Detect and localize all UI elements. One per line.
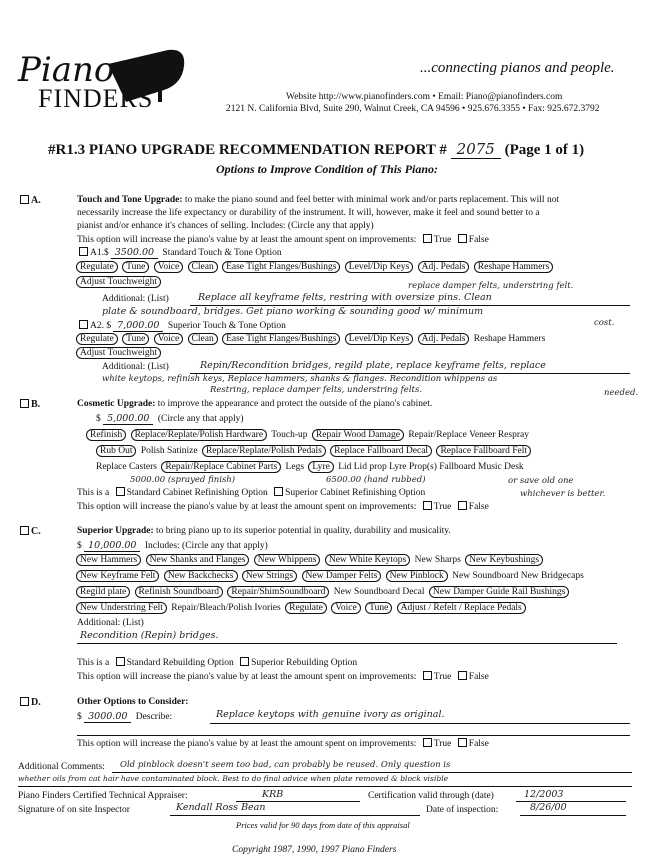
b-item-hardware[interactable]: Replace/Replate/Polish Hardware — [131, 429, 267, 441]
b-item-wood-damage[interactable]: Repair Wood Damage — [312, 429, 404, 441]
section-d-describe-label: Describe: — [135, 712, 173, 722]
section-c-line-2 — [76, 571, 586, 581]
comments-line-2: whether oils from cat hair have contaminated block. Best to do final advice when plate removed & block visible — [18, 774, 449, 783]
c-item-tune[interactable]: Tune — [365, 602, 392, 614]
section-b-desc-text: to improve the appearance and protect the outside of the piano's cabinet. — [157, 399, 433, 409]
cert-date: 12/2003 — [524, 789, 564, 800]
section-c-amount: 10,000.00 — [84, 540, 140, 552]
a1-item-level-keys[interactable]: Level/Dip Keys — [345, 261, 413, 273]
c-item-regulate[interactable]: Regulate — [285, 602, 327, 614]
c-item-strings[interactable]: New Strings — [242, 570, 297, 582]
a1-checkbox[interactable] — [79, 247, 88, 256]
a2-item-touchweight[interactable]: Adjust Touchweight — [76, 347, 161, 359]
a1-row — [77, 247, 284, 258]
a1-item-hammers[interactable]: Reshape Hammers — [474, 261, 554, 273]
c-item-shim-soundboard[interactable]: Repair/ShimSoundboard — [227, 586, 329, 598]
section-c-true-checkbox[interactable] — [423, 671, 432, 680]
c-item-hammers[interactable]: New Hammers — [76, 554, 141, 566]
a2-notes-1: Repin/Recondition bridges, regild plate, replace keyframe felts, replace — [200, 360, 546, 371]
comments-line-1: Old pinblock doesn't seem too bad, can probably be reused. Only question is — [120, 760, 451, 770]
a1-additional-label: Additional: (List) — [102, 294, 169, 304]
section-a-mark: A. — [18, 195, 41, 206]
section-c-line-1 — [76, 555, 545, 565]
b-item-polish[interactable]: Polish Satinize — [140, 446, 198, 456]
section-b-desc — [77, 399, 434, 409]
section-c-value-text: This option will increase the piano's value by at least the amount spent on improvements: — [77, 672, 417, 682]
a2-item-hammers[interactable]: Reshape Hammers — [473, 334, 546, 344]
a1-item-tune[interactable]: Tune — [122, 261, 149, 273]
b-note-5000: 5000.00 (sprayed finish) — [130, 475, 236, 485]
appraiser-value: KRB — [262, 789, 284, 800]
report-subtitle: Options to Improve Condition of This Piano: — [216, 162, 439, 176]
a2-item-tune[interactable]: Tune — [122, 333, 149, 345]
section-a-checkbox[interactable] — [20, 195, 29, 204]
logo-word-piano: Piano — [18, 50, 115, 90]
section-a-heading: Touch and Tone Upgrade: — [77, 195, 183, 205]
c-item-backchecks[interactable]: New Backchecks — [164, 570, 238, 582]
a1-item-pedals[interactable]: Adj. Pedals — [418, 261, 470, 273]
section-c-option-row — [77, 657, 359, 668]
b-superior-label: Superior Cabinet Refinishing Option — [285, 488, 426, 498]
b-item-fallboard-decal[interactable]: Replace Fallboard Decal — [330, 445, 432, 457]
section-b-false-label: False — [468, 502, 489, 512]
a1-notes-1: Replace all keyframe felts, restring with oversize pins. Clean — [198, 292, 492, 303]
section-c-false-label: False — [468, 672, 489, 682]
b-note-whichever: whichever is better. — [520, 489, 606, 499]
a1-label: A1.$ — [90, 248, 109, 258]
b-item-casters[interactable]: Replace Casters — [96, 462, 157, 472]
b-item-touchup[interactable]: Touch-up — [271, 430, 308, 440]
b-this-is-a: This is a — [77, 488, 110, 498]
comments-label: Additional Comments: — [18, 762, 105, 772]
inspector-signature: Kendall Ross Bean — [176, 802, 266, 813]
a2-notes-2: white keytops, refinish keys, Replace hammers, shanks & flanges. Recondition whippens as — [102, 374, 498, 384]
a2-item-pedals[interactable]: Adj. Pedals — [418, 333, 470, 345]
c-item-pedals[interactable]: Adjust / Refelt / Replace Pedals — [397, 602, 526, 614]
a2-item-clean[interactable]: Clean — [188, 333, 218, 345]
cert-label: Certification valid through (date) — [368, 791, 494, 801]
a2-item-flanges[interactable]: Ease Tight Flanges/Bushings — [222, 333, 340, 345]
section-d-false-checkbox[interactable] — [458, 738, 467, 747]
section-c-amount-row: $ 10,000.00 Includes: (Circle any that apply) — [77, 540, 268, 551]
section-a-desc-2: necessarily increase the life expectancy or durability of the instrument. It will, however, make it feel and sound better to a — [77, 208, 540, 218]
c-item-keybushings[interactable]: New Keybushings — [465, 554, 543, 566]
c-item-sharps[interactable]: New Sharps — [414, 555, 461, 565]
section-c-desc — [77, 526, 453, 536]
section-b-heading: Cosmetic Upgrade: — [77, 399, 156, 409]
contact-line-1: Website http://www.pianofinders.com • Email: Piano@pianofinders.com — [286, 92, 563, 102]
b-item-refinish[interactable]: Refinish — [86, 429, 126, 441]
section-d-amount-row: $ 3000.00 Describe: — [77, 711, 173, 722]
section-c-notes: Recondition (Repin) bridges. — [80, 630, 219, 641]
c-superior-label: Superior Rebuilding Option — [251, 658, 358, 668]
b-standard-label: Standard Cabinet Refinishing Option — [126, 488, 268, 498]
section-a-false-label: False — [468, 235, 489, 245]
a2-row — [77, 320, 288, 331]
c-item-damper-felts[interactable]: New Damper Felts — [302, 570, 382, 582]
a1-item-touchweight[interactable]: Adjust Touchweight — [76, 276, 161, 288]
section-d-notes-underline — [210, 723, 630, 724]
copyright: Copyright 1987, 1990, 1997 Piano Finders — [232, 845, 397, 855]
a2-notes-3: Restring, replace damper felts, understring felts. — [210, 385, 423, 395]
report-number: 2075 — [451, 140, 501, 159]
section-b-amount-row: $ 5,000.00 (Circle any that apply) — [96, 413, 244, 424]
section-c-true-label: True — [433, 672, 452, 682]
section-c-includes: Includes: (Circle any that apply) — [144, 541, 268, 551]
section-b-line-3 — [96, 462, 526, 472]
contact-line-2: 2121 N. California Blvd, Suite 290, Walnut Creek, CA 94596 • 925.676.3355 • Fax: 925.672.3792 — [226, 104, 600, 114]
section-d-true-label: True — [433, 739, 452, 749]
section-b-true-label: True — [433, 502, 452, 512]
section-c-notes-underline — [77, 643, 617, 644]
report-title-prefix: #R1.3 PIANO UPGRADE RECOMMENDATION REPORT # — [48, 142, 447, 158]
b-item-fallboard-felt[interactable]: Replace Fallboard Felt — [436, 445, 531, 457]
section-a-value-row — [77, 234, 491, 245]
c-item-shanks[interactable]: New Shanks and Flanges — [146, 554, 250, 566]
c-item-refinish-soundboard[interactable]: Refinish Soundboard — [135, 586, 223, 598]
section-c-additional-label: Additional: (List) — [77, 618, 144, 628]
a1-item-flanges[interactable]: Ease Tight Flanges/Bushings — [222, 261, 340, 273]
b-note-or: or save old one — [508, 476, 574, 486]
section-d-false-label: False — [468, 739, 489, 749]
a2-items — [76, 334, 547, 344]
a1-notes-2: plate & soundboard, bridges. Get piano working & sounding good w/ minimum — [102, 306, 484, 317]
c-item-whippens[interactable]: New Whippens — [254, 554, 321, 566]
comments-underline-2 — [18, 786, 632, 787]
prices-note: Prices valid for 90 days from date of this appraisal — [236, 820, 410, 830]
b-note-6500: 6500.00 (hand rubbed) — [326, 475, 426, 485]
section-d-mark: D. — [18, 697, 41, 708]
section-c-false-checkbox[interactable] — [458, 671, 467, 680]
c-item-soundboard-decal[interactable]: New Soundboard Decal — [333, 587, 425, 597]
a2-item-level-keys[interactable]: Level/Dip Keys — [345, 333, 413, 345]
section-b-value-row — [77, 501, 491, 512]
section-d-checkbox[interactable] — [20, 697, 29, 706]
section-a-false-checkbox[interactable] — [458, 234, 467, 243]
section-c-value-row — [77, 671, 491, 682]
inspection-date: 8/26/00 — [530, 802, 567, 813]
a2-item-touchweight-row — [76, 348, 163, 358]
section-b-option-row — [77, 487, 427, 498]
a2-item-regulate[interactable]: Regulate — [76, 333, 118, 345]
a2-label: A2. $ — [90, 321, 112, 331]
section-b-true-checkbox[interactable] — [423, 501, 432, 510]
section-c-mark: C. — [18, 526, 41, 537]
c-item-voice[interactable]: Voice — [331, 602, 360, 614]
a2-checkbox[interactable] — [79, 320, 88, 329]
section-d-notes-underline-2 — [77, 735, 630, 736]
section-b-false-checkbox[interactable] — [458, 501, 467, 510]
section-b-value-text: This option will increase the piano's value by at least the amount spent on improvements: — [77, 502, 417, 512]
a1-notes-top: replace damper felts, understring felt. — [408, 281, 574, 291]
section-c-line-3 — [76, 587, 571, 597]
a1-item-clean[interactable]: Clean — [188, 261, 218, 273]
b-item-legs[interactable]: Legs — [285, 462, 305, 472]
section-c-checkbox[interactable] — [20, 526, 29, 535]
section-a-desc-3: pianist and/or enhance it's chances of selling. Includes: (Circle any that apply) — [77, 221, 374, 231]
section-a-true-label: True — [433, 235, 452, 245]
inspector-label: Signature of on site Inspector — [18, 805, 130, 815]
c-item-ivories[interactable]: Repair/Bleach/Polish Ivories — [171, 603, 281, 613]
b-item-rub-out[interactable]: Rub Out — [96, 445, 136, 457]
report-title — [48, 140, 584, 159]
section-c-heading: Superior Upgrade: — [77, 526, 154, 536]
section-a-desc-1 — [77, 195, 561, 205]
section-c-line-4 — [76, 603, 528, 613]
c-item-keyframe-felt[interactable]: New Keyframe Felt — [76, 570, 159, 582]
c-this-is-a: This is a — [77, 658, 110, 668]
inspection-underline — [520, 815, 626, 816]
a1-amount: 3500.00 — [111, 247, 158, 259]
a1-item-touchweight-row — [76, 277, 163, 287]
c-superior-checkbox[interactable] — [240, 657, 249, 666]
b-item-veneer[interactable]: Repair/Replace Veneer Respray — [408, 430, 529, 440]
logo-word-finders: FINDERS — [38, 84, 154, 113]
b-item-lid-etc[interactable]: Lid Lid prop Lyre Prop(s) Fallboard Music Desk — [338, 462, 524, 472]
section-d-true-checkbox[interactable] — [423, 738, 432, 747]
a2-amount: 7,000.00 — [113, 320, 163, 332]
section-c-desc-text: to bring piano up to its superior potential in quality, durability and musicality. — [156, 526, 451, 536]
c-item-soundboard-bridgecaps[interactable]: New Soundboard New Bridgecaps — [452, 571, 584, 581]
report-page: (Page 1 of 1) — [504, 142, 585, 158]
a1-items — [76, 262, 555, 272]
section-b-amount: 5,000.00 — [103, 413, 153, 425]
a1-option-label: Standard Touch & Tone Option — [162, 248, 282, 258]
section-a-value-text: This option will increase the piano's value by at least the amount spent on improvements: — [77, 235, 417, 245]
a1-notes-cost: cost. — [594, 318, 615, 328]
section-b-line-1 — [86, 430, 531, 440]
section-d-amount: 3000.00 — [84, 711, 131, 723]
section-d-heading: Other Options to Consider: — [77, 697, 189, 707]
b-superior-checkbox[interactable] — [274, 487, 283, 496]
a2-additional-label: Additional: (List) — [102, 362, 169, 372]
c-item-pinblock[interactable]: New Pinblock — [386, 570, 448, 582]
section-d-value-text: This option will increase the piano's value by at least the amount spent on improvements: — [77, 739, 417, 749]
section-b-line-2 — [96, 446, 533, 456]
c-standard-label: Standard Rebuilding Option — [126, 658, 234, 668]
comments-underline-1 — [112, 772, 632, 773]
appraiser-label: Piano Finders Certified Technical Appraiser: — [18, 791, 188, 801]
inspection-label: Date of inspection: — [426, 805, 499, 815]
a2-notes-needed: needed. — [604, 388, 639, 398]
c-standard-checkbox[interactable] — [116, 657, 125, 666]
a2-item-voice[interactable]: Voice — [154, 333, 183, 345]
c-item-regild-plate[interactable]: Regild plate — [76, 586, 130, 598]
section-b-checkbox[interactable] — [20, 399, 29, 408]
a1-item-voice[interactable]: Voice — [154, 261, 183, 273]
tagline: ...connecting pianos and people. — [420, 60, 615, 76]
section-d-notes: Replace keytops with genuine ivory as original. — [216, 709, 445, 720]
section-b-mark: B. — [18, 399, 40, 410]
b-item-lyre[interactable]: Lyre — [308, 461, 333, 473]
a1-item-regulate[interactable]: Regulate — [76, 261, 118, 273]
c-item-guide-rail[interactable]: New Damper Guide Rail Bushings — [429, 586, 569, 598]
section-d-value-row — [77, 738, 491, 749]
b-item-cabinet-parts[interactable]: Repair/Replace Cabinet Parts — [161, 461, 281, 473]
c-item-keytops[interactable]: New White Keytops — [325, 554, 410, 566]
logo — [18, 44, 218, 124]
b-standard-checkbox[interactable] — [116, 487, 125, 496]
section-a-desc-text-1: to make the piano sound and feel better with minimal work and/or parts replacement. This will not — [184, 195, 560, 205]
a2-option-label: Superior Touch & Tone Option — [167, 321, 286, 331]
section-a-true-checkbox[interactable] — [423, 234, 432, 243]
inspector-underline — [170, 815, 420, 816]
c-item-understring-felt[interactable]: New Understring Felt — [76, 602, 167, 614]
b-item-pedals[interactable]: Replace/Replate/Polish Pedals — [202, 445, 326, 457]
section-b-circle-note: (Circle any that apply) — [157, 414, 244, 424]
